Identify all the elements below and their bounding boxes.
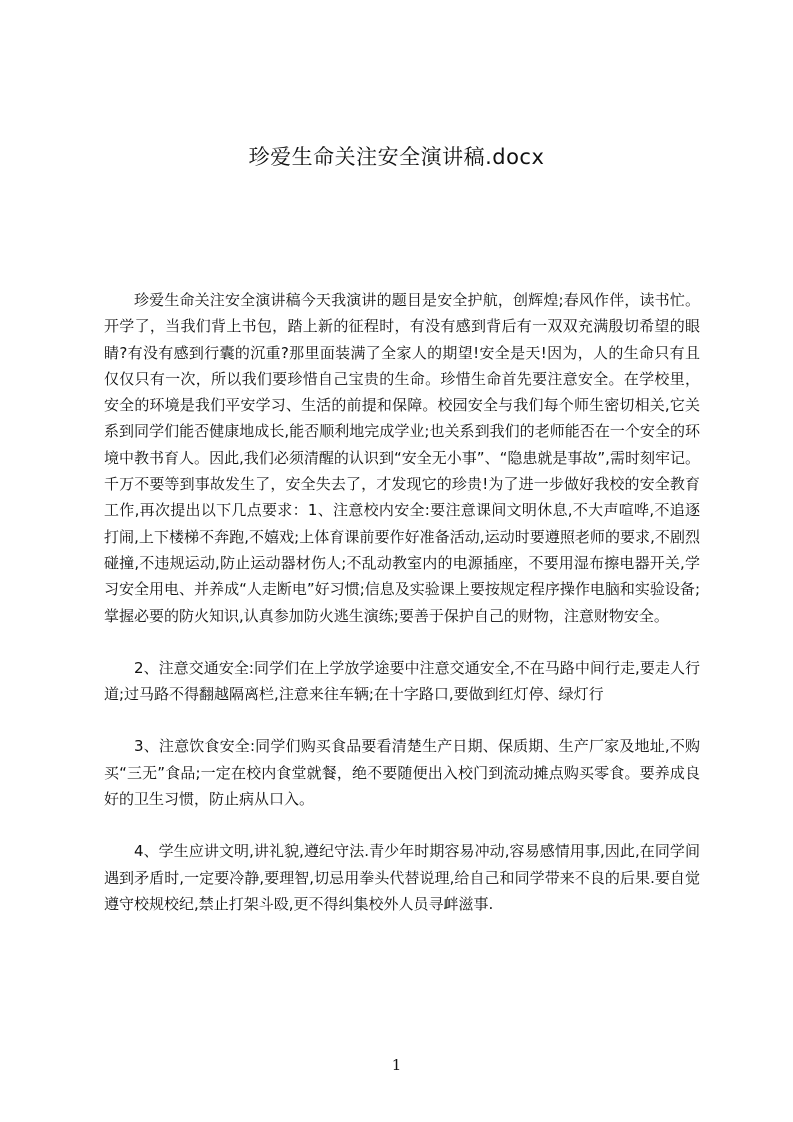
document-body — [104, 287, 700, 917]
document-title: 珍爱生命关注安全演讲稿.docx — [248, 145, 545, 169]
paragraph-conduct: 4、学生应讲文明,讲礼貌,遵纪守法.青少年时期容易冲动,容易感情用事,因此,在同学间遇到矛盾时,一定要冷静,要理智,切忌用拳头代替说理,给自己和同学带来不良的后果.要自觉遵守校规校纪,禁止打架斗殴,更不得纠集校外人员寻衅滋事. — [104, 842, 700, 913]
paragraph-food-safety: 3、注意饮食安全:同学们购买食品要看清楚生产日期、保质期、生产厂家及地址,不购买“三无”食品;一定在校内食堂就餐，绝不要随便出入校门到流动摊点购买零食。要养成良好的卫生习惯，防止病从口入。 — [104, 737, 700, 809]
page-number: 1 — [391, 1056, 402, 1074]
paragraph-intro: 珍爱生命关注安全演讲稿今天我演讲的题目是安全护航，创辉煌;春风作伴，读书忙。开学了，当我们背上书包，踏上新的征程时，有没有感到背后有一双双充满殷切希望的眼睛?有没有感到行囊的沉重?那里面装满了全家人的期望!安全是天!因为，人的生命只有且仅仅只有一次，所以我们要珍惜自己宝贵的生命。珍惜生命首先要注意安全。在学校里，安全的环境是我们平安学习、生活的前提和保障。校园安全与我们每个师生密切相关,它关系到同学们能否健康地成长,能否顺利地完成学业;也关系到我们的老师能否在一个安全的环境中教书育人。因此,我们必须清醒的认识到“安全无小事”、“隐患就是事故”,需时刻牢记。千万不要等到事故发生了，安全失去了，才发现它的珍贵!为了进一步做好我校的安全教育工作,再次提出以下几点要求：1、注意校内安全:要注意课间文明休息,不大声喧哗,不追逐打闹,上下楼梯不奔跑,不嬉戏;上体育课前要作好准备活动,运动时要遵照老师的要求,不剧烈碰撞,不违规运动,防止运动器材伤人;不乱动教室内的电源插座，不要用湿布擦电器开关,学习安全用电、并养成“人走断电”好习惯;信息及实验课上要按规定程序操作电脑和实验设备;掌握必要的防火知识,认真参加防火逃生演练;要善于保护自己的财物，注意财物安全。 — [104, 291, 700, 625]
paragraph-traffic-safety: 2、注意交通安全:同学们在上学放学途要中注意交通安全,不在马路中间行走,要走人行道;过马路不得翻越隔离栏,注意来往车辆;在十字路口,要做到红灯停、绿灯行 — [104, 658, 700, 704]
